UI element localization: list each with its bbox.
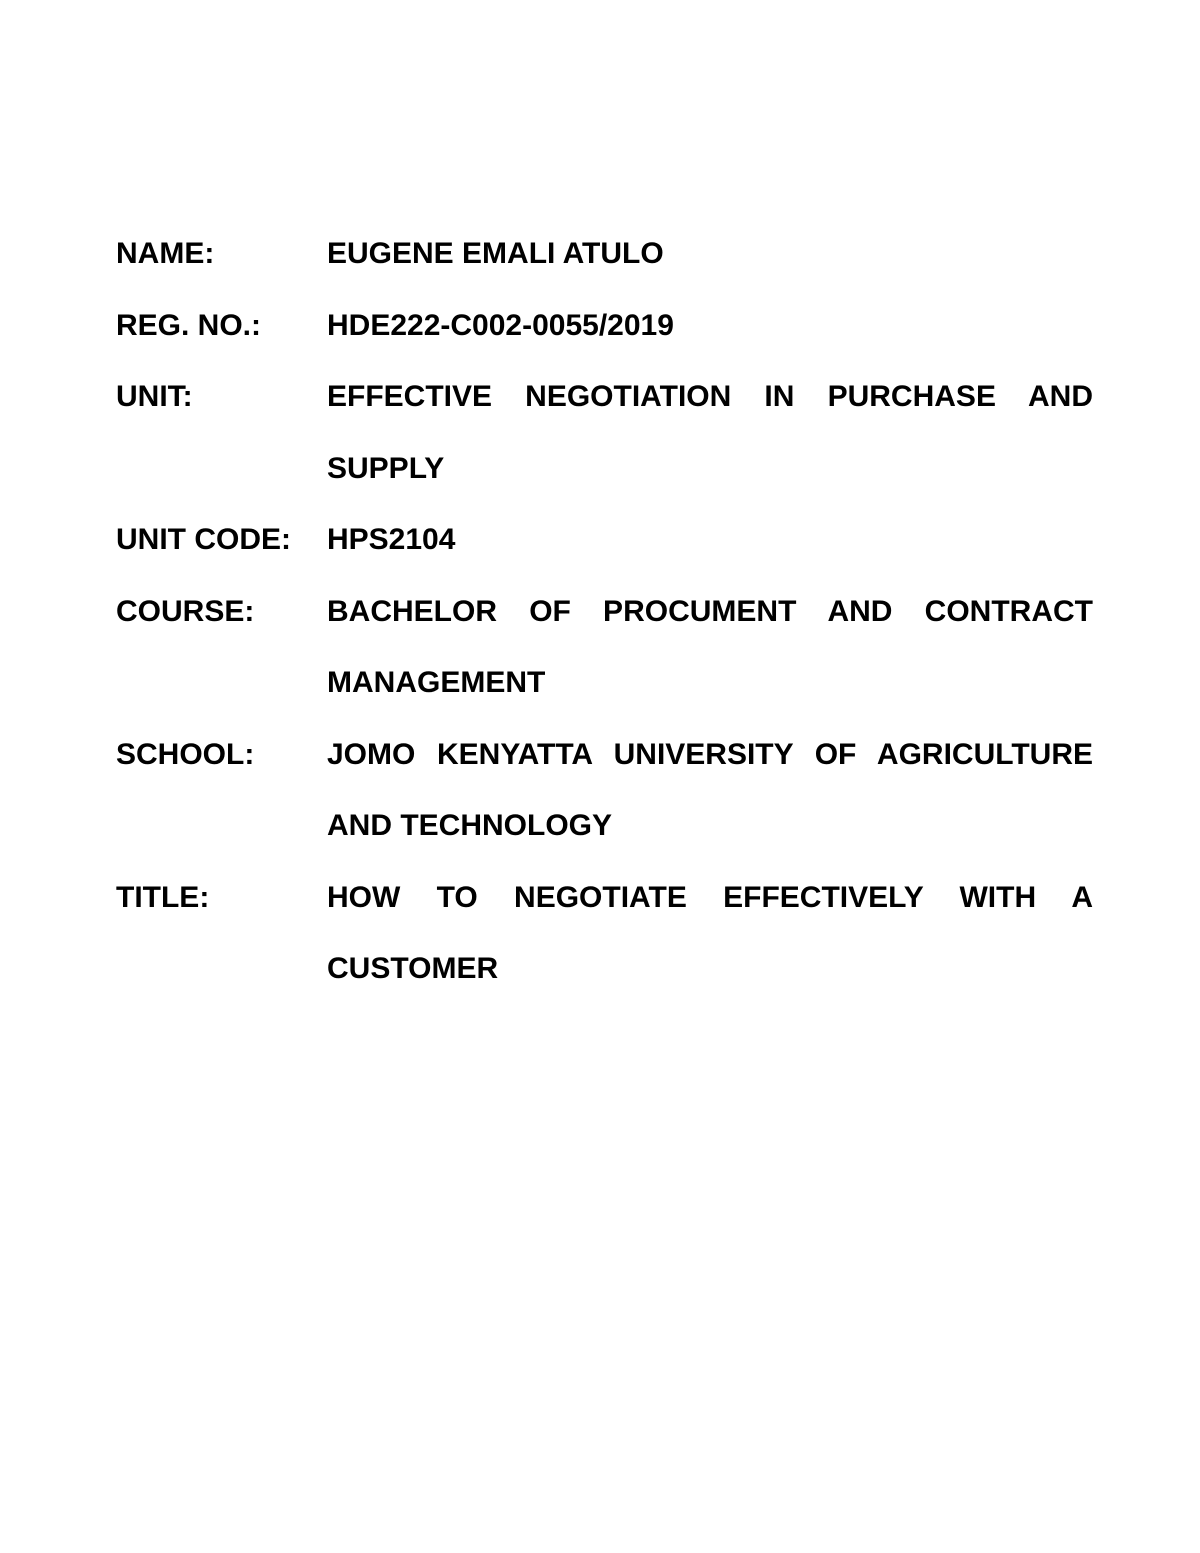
school-label: SCHOOL: <box>116 737 255 771</box>
reg-no-value: HDE222-C002-0055/2019 <box>327 308 674 342</box>
course-label: COURSE: <box>116 594 255 628</box>
field-row-reg-no <box>116 290 1093 362</box>
title-label: TITLE: <box>116 880 210 914</box>
unit-code-value: HPS2104 <box>327 523 456 556</box>
course-value: BACHELOR OF PROCUMENT AND CONTRACT MANAGEMENT <box>327 594 1093 699</box>
unit-label: UNIT: <box>116 380 193 413</box>
field-row-title <box>116 862 1093 1005</box>
field-row-name <box>116 218 1093 290</box>
field-row-school <box>116 719 1093 862</box>
unit-value: EFFECTIVE NEGOTIATION IN PURCHASE AND SUPPLY <box>327 380 1093 485</box>
name-value: EUGENE EMALI ATULO <box>327 237 664 270</box>
unit-code-label: UNIT CODE: <box>116 523 291 556</box>
title-value: HOW TO NEGOTIATE EFFECTIVELY WITH A CUSTOMER <box>327 880 1093 985</box>
field-row-unit <box>116 361 1093 504</box>
cover-details <box>116 218 1093 1005</box>
field-row-course <box>116 576 1093 719</box>
reg-no-label: REG. NO.: <box>116 308 262 342</box>
school-value: JOMO KENYATTA UNIVERSITY OF AGRICULTURE AND TECHNOLOGY <box>327 737 1093 842</box>
name-label: NAME: <box>116 237 215 270</box>
field-row-unit-code <box>116 504 1093 576</box>
